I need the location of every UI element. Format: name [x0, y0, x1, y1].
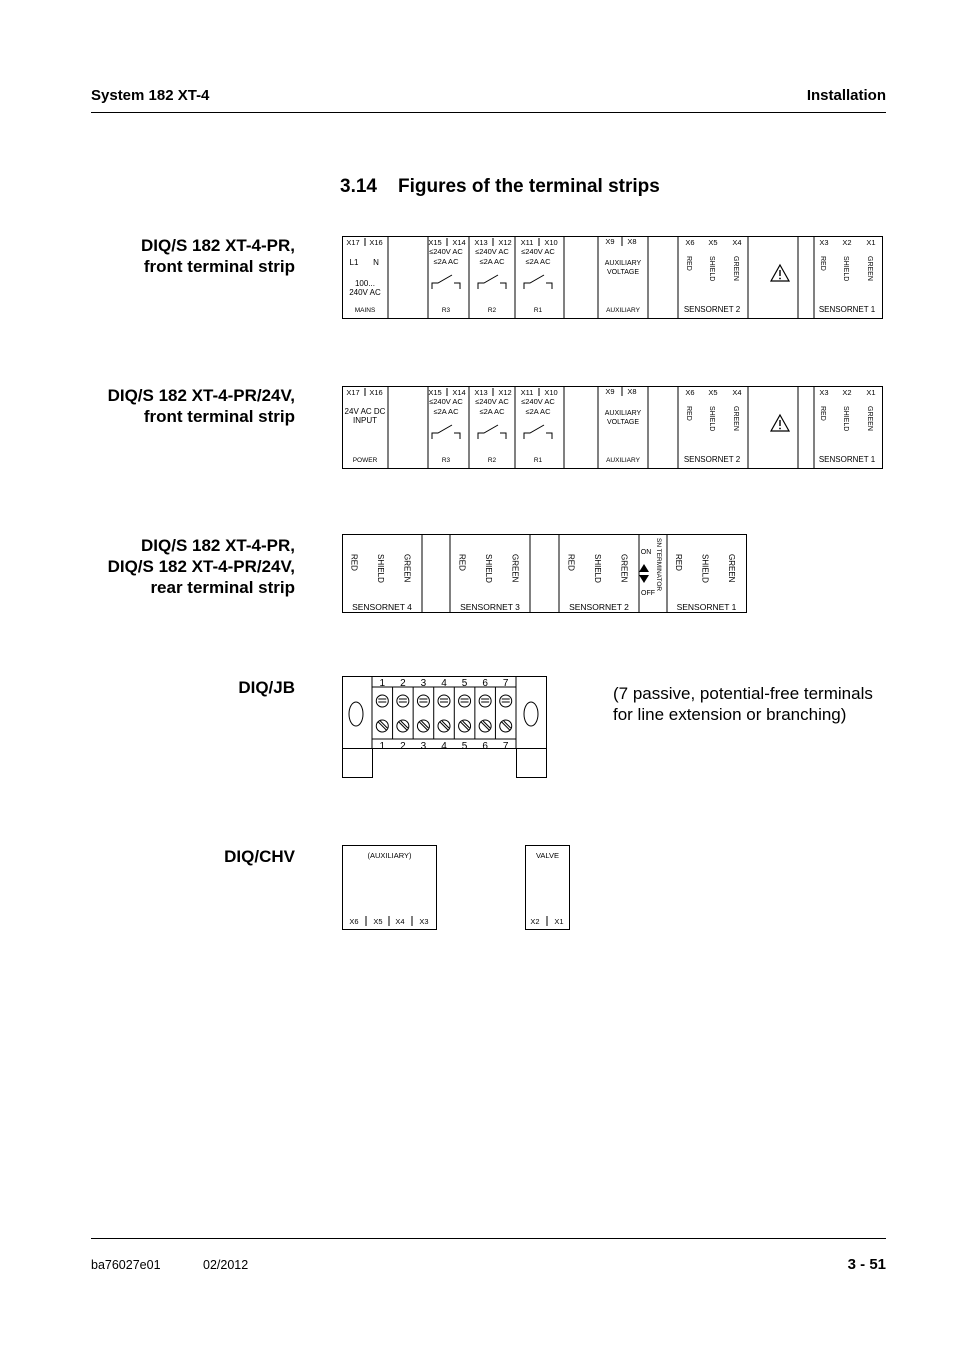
- terminal-id: X5: [708, 238, 718, 247]
- wire-label: SHIELD: [700, 554, 710, 583]
- wire-label: SHIELD: [708, 256, 715, 282]
- label-line: rear terminal strip: [150, 578, 295, 597]
- terminal-number-top: 3: [420, 678, 427, 689]
- terminal-id: X13: [474, 238, 488, 247]
- terminal-number-top: 6: [482, 678, 488, 689]
- terminal-id: X5: [708, 388, 718, 397]
- terminal-number-top: 4: [441, 678, 447, 689]
- terminal-id: X1: [554, 917, 564, 926]
- terminal-id: X13: [474, 388, 488, 397]
- terminal-id: X8: [627, 237, 637, 246]
- terminal-id: X1: [866, 388, 876, 397]
- terminal-id: X4: [732, 388, 742, 397]
- terminal-number-top: 5: [461, 678, 468, 689]
- terminal-id: X4: [732, 238, 742, 247]
- front-terminal-strip-pr: [342, 236, 884, 320]
- wire-label: GREEN: [732, 256, 739, 281]
- mounting-hole-icon: [349, 702, 363, 726]
- wire-label: GREEN: [402, 554, 412, 583]
- supply-rating: 240V AC: [349, 288, 381, 297]
- relay-rating: ≤240V AC: [475, 397, 509, 406]
- terminal-id: X6: [349, 917, 359, 926]
- arrow-down-icon: [639, 575, 649, 583]
- aux-label: AUXILIARY: [604, 410, 642, 417]
- terminal-label: 24V AC DC: [344, 407, 386, 416]
- aux-label: VOLTAGE: [606, 419, 640, 426]
- wire-label: SHIELD: [708, 406, 715, 432]
- screw-icon: [438, 695, 450, 707]
- wire-label: GREEN: [510, 554, 520, 583]
- wire-label: SHIELD: [842, 406, 849, 432]
- terminal-number-top: 7: [502, 678, 509, 689]
- terminal-number-bottom: 6: [482, 741, 488, 752]
- wire-label: GREEN: [619, 554, 629, 583]
- terminal-id: X12: [498, 388, 512, 397]
- section-title: Figures of the terminal strips: [398, 176, 660, 197]
- terminal-id: X1: [866, 238, 876, 247]
- screw-icon: [397, 695, 409, 707]
- jb-note-line: (7 passive, potential-free terminals: [613, 684, 873, 703]
- section-name: AUXILIARY: [606, 457, 640, 464]
- relay-rating: ≤2A AC: [479, 257, 505, 266]
- aux-label: VOLTAGE: [606, 269, 640, 276]
- wire-label: RED: [674, 554, 684, 571]
- relay-name: R1: [533, 307, 543, 314]
- terminal-number-top: 2: [400, 678, 406, 689]
- header-chapter: Installation: [806, 87, 886, 104]
- footer-rule: [91, 1238, 886, 1239]
- relay-rating: ≤2A AC: [525, 257, 551, 266]
- aux-label: AUXILIARY: [604, 260, 642, 267]
- chv-terminal-blocks: [340, 845, 572, 931]
- relay-rating: ≤240V AC: [521, 247, 555, 256]
- relay-name: R2: [487, 307, 497, 314]
- terminal-number-top: 1: [379, 678, 386, 689]
- terminal-id: X10: [544, 388, 558, 397]
- wire-label: RED: [819, 406, 826, 421]
- switch-name: SN TERMINATOR: [655, 538, 662, 592]
- wire-label: RED: [819, 256, 826, 271]
- wire-label: GREEN: [866, 406, 873, 431]
- terminal-label: L1: [349, 258, 359, 267]
- relay-name: R1: [533, 457, 543, 464]
- label-line: DIQ/S 182 XT-4-PR/24V,: [107, 557, 295, 576]
- terminal-id: X11: [520, 388, 534, 397]
- relay-name: R3: [441, 457, 451, 464]
- terminal-id: X10: [544, 238, 558, 247]
- section-name: AUXILIARY: [606, 307, 640, 314]
- terminal-number-bottom: 4: [441, 741, 447, 752]
- header-doc-title: System 182 XT-4: [91, 87, 210, 104]
- screw-icon: [500, 695, 512, 707]
- relay-name: R2: [487, 457, 497, 464]
- wire-label: SHIELD: [593, 554, 602, 583]
- footer-date: 02/2012: [203, 1258, 249, 1272]
- terminal-id: X17: [346, 388, 360, 397]
- warning-icon-dot: [779, 278, 781, 280]
- screw-icon: [417, 695, 429, 707]
- screw-icon: [459, 695, 471, 707]
- jb-foot-left: [343, 749, 373, 778]
- label-line: DIQ/S 182 XT-4-PR/24V,: [107, 386, 295, 405]
- chv-block-title: VALVE: [535, 851, 560, 860]
- label-front-pr: [141, 235, 295, 277]
- relay-rating: ≤2A AC: [433, 407, 459, 416]
- sensornet-name: SENSORNET 1: [676, 602, 737, 612]
- wire-label: RED: [457, 554, 467, 571]
- sensornet-name: SENSORNET 2: [569, 602, 629, 612]
- terminal-number-bottom: 5: [461, 741, 468, 752]
- terminal-id: X11: [520, 238, 534, 247]
- wire-label: RED: [685, 406, 692, 421]
- relay-name: R3: [441, 307, 451, 314]
- sensornet-name: SENSORNET 3: [460, 602, 520, 612]
- label-line: DIQ/S 182 XT-4-PR,: [141, 536, 295, 555]
- terminal-id: X3: [819, 388, 829, 397]
- screw-icon: [479, 695, 491, 707]
- label-line: front terminal strip: [143, 257, 295, 276]
- label-rear: [108, 535, 295, 598]
- sensornet-name: SENSORNET 2: [683, 305, 741, 314]
- relay-rating: ≤240V AC: [521, 397, 555, 406]
- sensornet-name: SENSORNET 1: [818, 455, 876, 464]
- terminal-label: N: [373, 258, 379, 267]
- jb-terminal-block: [342, 676, 548, 780]
- jb-note-line: for line extension or branching): [613, 705, 847, 724]
- header-rule: [91, 112, 886, 113]
- rear-terminal-strip: [342, 534, 748, 614]
- terminal-id: X9: [605, 237, 615, 246]
- terminal-id: X6: [685, 388, 695, 397]
- label-chv: DIQ/CHV: [224, 847, 295, 866]
- terminal-number-bottom: 2: [400, 741, 406, 752]
- section-name: MAINS: [354, 307, 376, 314]
- label-front-24v: [108, 385, 295, 427]
- relay-contact-icon: [524, 275, 552, 289]
- terminal-id: X2: [842, 238, 852, 247]
- relay-contact-icon: [478, 275, 506, 289]
- warning-icon-dot: [779, 428, 781, 430]
- label-line: DIQ/S 182 XT-4-PR,: [141, 236, 295, 255]
- relay-rating: ≤2A AC: [525, 407, 551, 416]
- label-line: front terminal strip: [143, 407, 295, 426]
- sensornet-name: SENSORNET 4: [352, 602, 412, 612]
- relay-contact-icon: [432, 275, 460, 289]
- terminal-number-bottom: 3: [420, 741, 427, 752]
- terminal-id: X14: [452, 238, 466, 247]
- switch-off-label: OFF: [641, 590, 655, 597]
- wire-label: SHIELD: [484, 554, 493, 583]
- relay-contact-icon: [432, 425, 460, 439]
- terminal-id: X5: [373, 917, 383, 926]
- wire-label: SHIELD: [842, 256, 849, 282]
- front-terminal-strip-24v: [342, 386, 884, 470]
- terminal-id: X16: [369, 238, 383, 247]
- screw-icon: [376, 695, 388, 707]
- sensornet-name: SENSORNET 2: [683, 455, 741, 464]
- relay-rating: ≤2A AC: [479, 407, 505, 416]
- wire-label: GREEN: [732, 406, 739, 431]
- supply-rating: 100...: [354, 279, 376, 288]
- terminal-number-bottom: 7: [502, 741, 509, 752]
- jb-note: [613, 683, 873, 725]
- wire-label: SHIELD: [376, 554, 385, 583]
- section-heading: [340, 176, 660, 198]
- terminal-id: X9: [605, 387, 615, 396]
- label-jb: DIQ/JB: [238, 678, 295, 697]
- footer-doc-number: ba76027e01: [91, 1258, 161, 1272]
- terminal-id: X15: [428, 388, 442, 397]
- relay-rating: ≤240V AC: [429, 247, 463, 256]
- terminal-id: X8: [627, 387, 637, 396]
- terminal-id: X6: [685, 238, 695, 247]
- wire-label: GREEN: [726, 554, 736, 583]
- relay-contact-icon: [524, 425, 552, 439]
- mounting-hole-icon: [524, 702, 538, 726]
- terminal-id: X15: [428, 238, 442, 247]
- wire-label: RED: [349, 554, 359, 571]
- chv-block-title: (AUXILIARY): [367, 851, 412, 860]
- wire-label: GREEN: [866, 256, 873, 281]
- terminal-id: X3: [819, 238, 829, 247]
- terminal-id: X2: [530, 917, 540, 926]
- terminal-id: X14: [452, 388, 466, 397]
- terminal-number-bottom: 1: [379, 741, 386, 752]
- section-name: POWER: [352, 457, 378, 464]
- terminal-id: X17: [346, 238, 360, 247]
- terminal-id: X16: [369, 388, 383, 397]
- switch-on-label: ON: [640, 549, 652, 556]
- relay-rating: ≤2A AC: [433, 257, 459, 266]
- wire-label: RED: [566, 554, 576, 571]
- terminal-id: X3: [419, 917, 429, 926]
- jb-foot-right: [517, 749, 547, 778]
- wire-label: RED: [685, 256, 692, 271]
- relay-rating: ≤240V AC: [475, 247, 509, 256]
- section-number: 3.14: [340, 176, 377, 197]
- terminal-label: INPUT: [353, 416, 377, 425]
- terminal-id: X4: [395, 917, 405, 926]
- sensornet-name: SENSORNET 1: [818, 305, 876, 314]
- terminal-id: X2: [842, 388, 852, 397]
- terminal-id: X12: [498, 238, 512, 247]
- relay-contact-icon: [478, 425, 506, 439]
- footer-page-number: 3 - 51: [847, 1256, 886, 1273]
- relay-rating: ≤240V AC: [429, 397, 463, 406]
- arrow-up-icon: [639, 564, 649, 572]
